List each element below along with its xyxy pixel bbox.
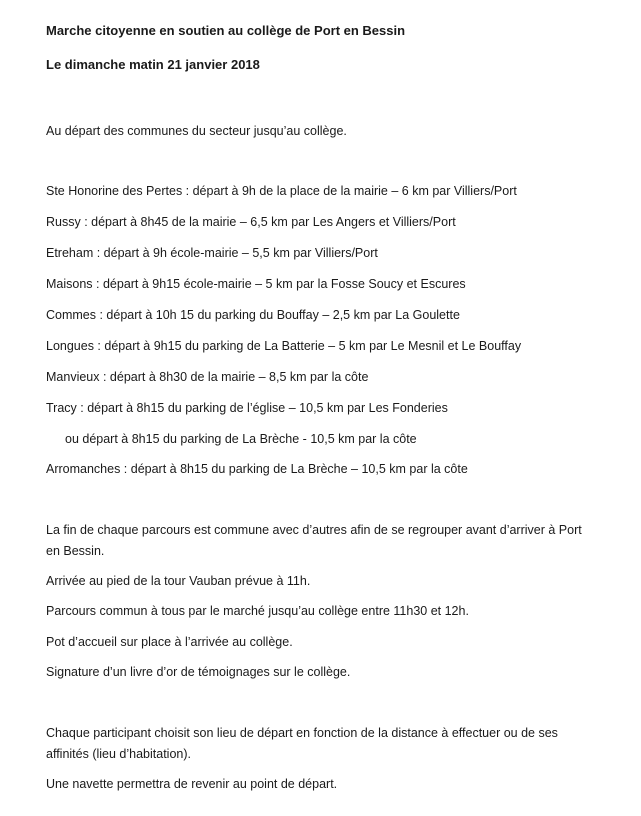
guestbook-note: Signature d’un livre d’or de témoignages sur le collège. [46,665,351,679]
common-route-note: Parcours commun à tous par le marché jusqu’au collège entre 11h30 et 12h. [46,604,469,618]
departure-russy: Russy : départ à 8h45 de la mairie – 6,5 km par Les Angers et Villiers/Port [46,215,456,229]
intro-text: Au départ des communes du secteur jusqu’au collège. [46,124,347,138]
document-title: Marche citoyenne en soutien au collège de Port en Bessin [46,23,406,38]
shuttle-note: Une navette permettra de revenir au point de départ. [46,777,338,791]
participant-choice-note: Chaque participant choisit son lieu de départ en fonction de la distance à effectuer ou de ses affinités (lieu d’habitation). [46,726,558,761]
departure-ste-honorine: Ste Honorine des Pertes : départ à 9h de la place de la mairie – 6 km par Villiers/Port [46,184,517,198]
arrival-note: Arrivée au pied de la tour Vauban prévue à 11h. [46,574,311,588]
departure-maisons: Maisons : départ à 9h15 école-mairie – 5 km par la Fosse Soucy et Escures [46,277,466,291]
route-merge-note: La fin de chaque parcours est commune avec d’autres afin de se regrouper avant d’arriver à Port en Bessin. [46,523,582,558]
welcome-drink-note: Pot d’accueil sur place à l’arrivée au collège. [46,635,293,649]
departure-arromanches: Arromanches : départ à 8h15 du parking de La Brèche – 10,5 km par la côte [46,462,468,476]
event-date: Le dimanche matin 21 janvier 2018 [46,57,260,72]
departure-tracy-alt: ou départ à 8h15 du parking de La Brèche - 10,5 km par la côte [65,432,417,446]
departure-tracy: Tracy : départ à 8h15 du parking de l’église – 10,5 km par Les Fonderies [46,401,448,415]
departure-commes: Commes : départ à 10h 15 du parking du Bouffay – 2,5 km par La Goulette [46,308,460,322]
departure-etreham: Etreham : départ à 9h école-mairie – 5,5 km par Villiers/Port [46,246,378,260]
departure-longues: Longues : départ à 9h15 du parking de La Batterie – 5 km par Le Mesnil et Le Bouffay [46,339,522,353]
departure-manvieux: Manvieux : départ à 8h30 de la mairie – 8,5 km par la côte [46,370,369,384]
